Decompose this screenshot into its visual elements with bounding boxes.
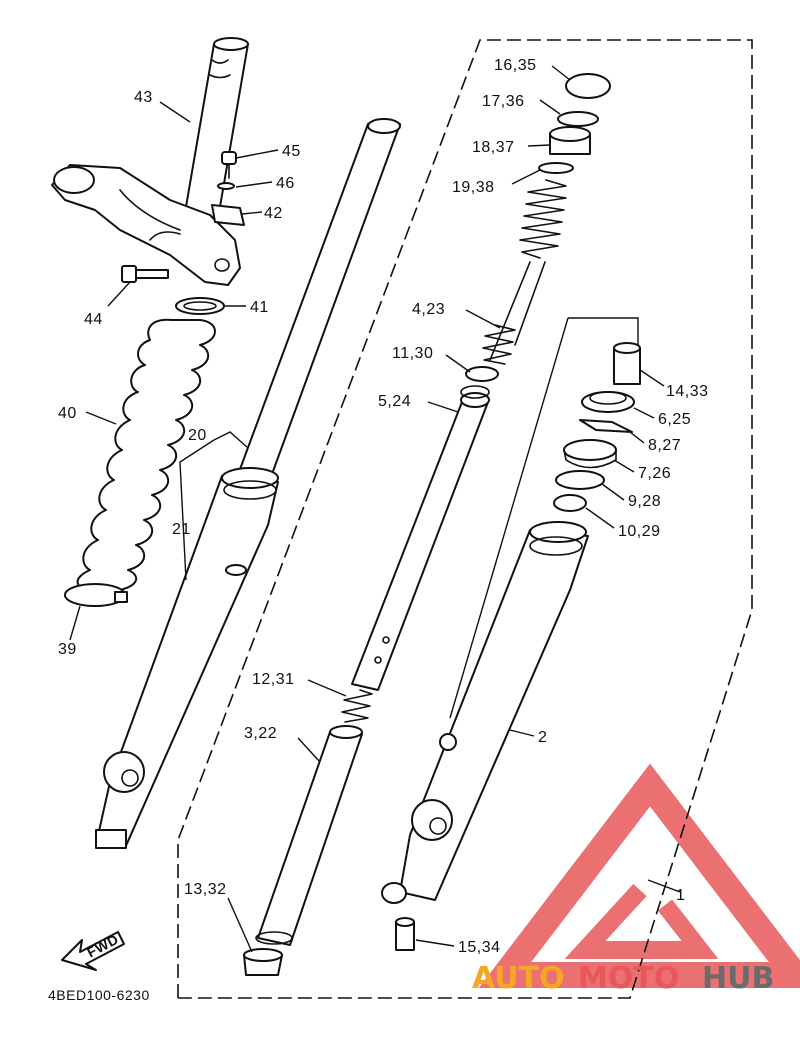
callout-15-34: 15,34 <box>458 939 501 956</box>
slide-metal-10 <box>554 495 586 511</box>
watermark-text <box>472 961 774 996</box>
callout-18-37: 18,37 <box>472 139 515 156</box>
callout-21: 21 <box>172 521 191 538</box>
circlip-17 <box>558 112 598 126</box>
cap-16 <box>566 74 610 98</box>
diagram-code: 4BED100-6230 <box>48 987 150 1003</box>
callout-43: 43 <box>134 89 153 106</box>
watermark-moto: MOTO <box>578 961 680 996</box>
boot-band-39 <box>65 584 127 606</box>
watermark-logo-icon <box>505 785 795 975</box>
steering-stem <box>182 38 248 230</box>
watermark-auto: AUTO <box>472 961 565 996</box>
callout-6-25: 6,25 <box>658 411 692 428</box>
callout-16-35: 16,35 <box>494 57 537 74</box>
callout-5-24: 5,24 <box>378 393 412 410</box>
boot-clamp-41 <box>176 298 224 314</box>
watermark-hub: HUB <box>702 961 775 996</box>
callout-14-33: 14,33 <box>666 383 709 400</box>
plate-42 <box>212 205 244 225</box>
fwd-label: FWD <box>84 930 122 961</box>
callout-7-26: 7,26 <box>638 465 672 482</box>
callout-20: 20 <box>188 427 207 444</box>
dust-seal-6 <box>582 392 634 412</box>
bolt-15 <box>396 918 414 950</box>
callout-42: 42 <box>264 205 283 222</box>
callout-12-31: 12,31 <box>252 671 295 688</box>
washer-46 <box>218 183 234 189</box>
washer-9 <box>556 471 604 489</box>
callout-8-27: 8,27 <box>648 437 682 454</box>
callout-11-30: 11,30 <box>392 345 434 362</box>
pinch-bolt-44 <box>122 266 168 282</box>
damper-rod-5 <box>352 386 489 690</box>
rebound-spring-4 <box>483 325 515 364</box>
callout-2: 2 <box>538 729 548 746</box>
callout-9-28: 9,28 <box>628 493 662 510</box>
callout-10-29: 10,29 <box>618 523 661 540</box>
callout-44: 44 <box>84 311 103 328</box>
callout-41: 41 <box>250 299 269 316</box>
callout-13-32: 13,32 <box>184 881 227 898</box>
callout-46: 46 <box>276 175 295 192</box>
callout-45: 45 <box>282 143 301 160</box>
slide-metal-14 <box>614 343 640 384</box>
callout-4-23: 4,23 <box>412 301 446 318</box>
piston-ring-11 <box>466 367 498 381</box>
rod-spring-12 <box>342 690 372 722</box>
callout-40: 40 <box>58 405 77 422</box>
callout-1: 1 <box>676 887 686 904</box>
clip-8 <box>580 420 632 432</box>
callout-39: 39 <box>58 641 77 658</box>
oil-seal-7 <box>564 440 616 468</box>
fwd-arrow-icon <box>62 931 124 970</box>
callout-19-38: 19,38 <box>452 179 495 196</box>
callout-17-36: 17,36 <box>482 93 525 110</box>
spring-seat-19 <box>539 163 573 173</box>
callout-3-22: 3,22 <box>244 725 278 742</box>
oil-lock-13 <box>244 949 282 975</box>
inner-tube-3 <box>256 726 362 945</box>
spacer-18 <box>550 127 590 154</box>
